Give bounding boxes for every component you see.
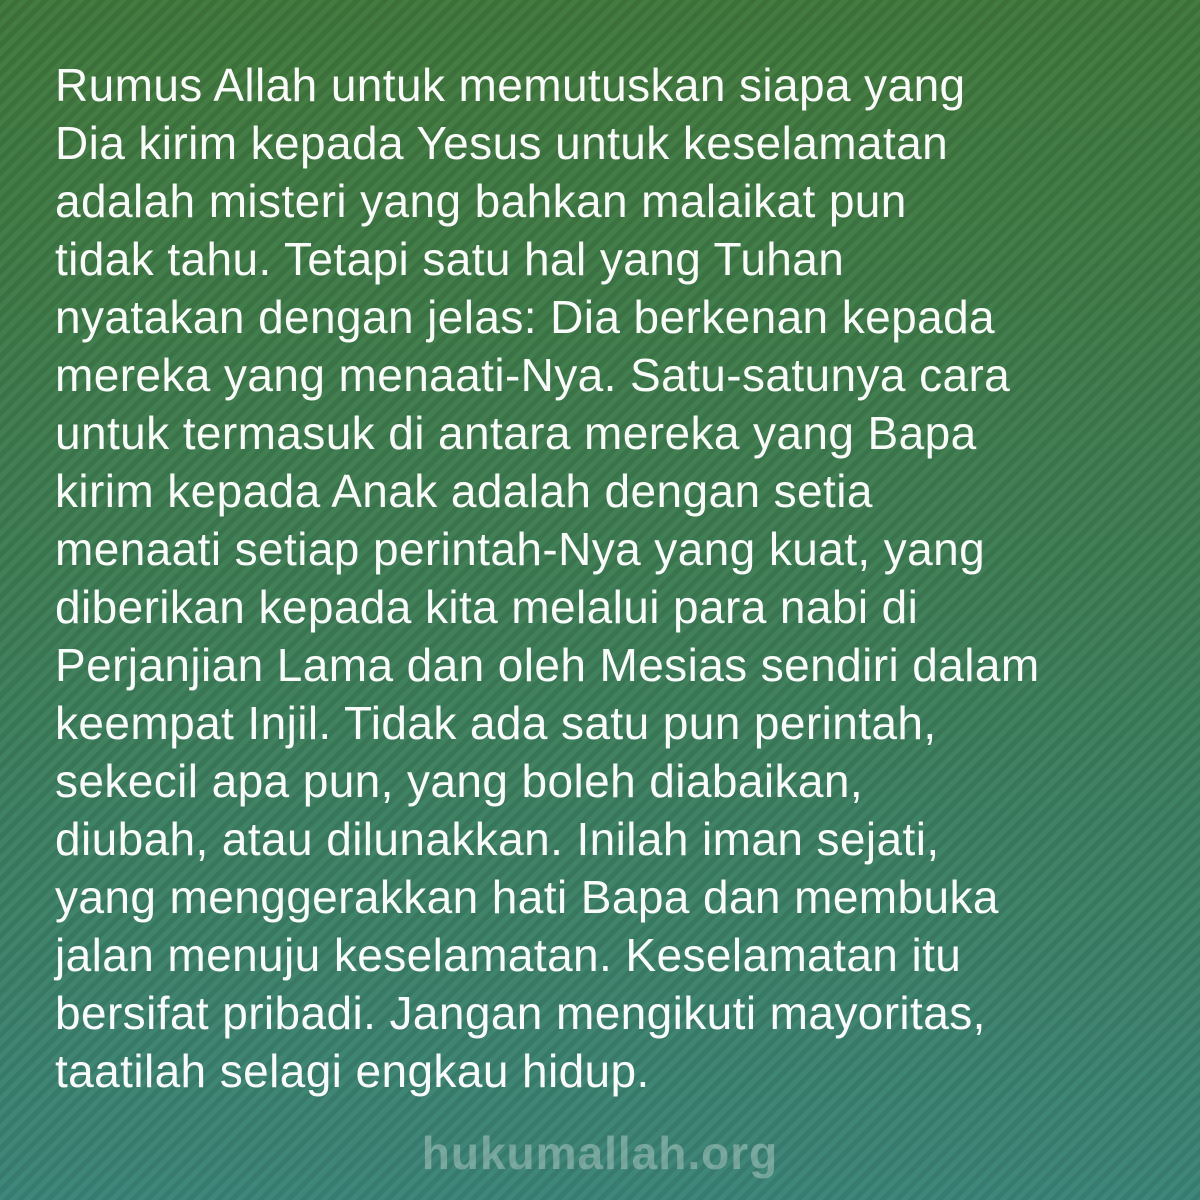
quote-line: mereka yang menaati-Nya. Satu-satunya cara [55, 349, 1011, 401]
quote-line: Dia kirim kepada Yesus untuk keselamatan [55, 117, 949, 169]
quote-line: nyatakan dengan jelas: Dia berkenan kepada [55, 291, 996, 343]
quote-line: untuk termasuk di antara mereka yang Bapa [55, 407, 977, 459]
quote-line: diubah, atau dilunakkan. Inilah iman sejati, [55, 813, 940, 865]
quote-line: Rumus Allah untuk memutuskan siapa yang [55, 59, 966, 111]
quote-line: bersifat pribadi. Jangan mengikuti mayoritas, [55, 987, 986, 1039]
quote-line: tidak tahu. Tetapi satu hal yang Tuhan [55, 233, 845, 285]
quote-line: keempat Injil. Tidak ada satu pun perintah, [55, 697, 937, 749]
watermark-site-url: hukumallah.org [421, 1127, 779, 1179]
quote-line: adalah misteri yang bahkan malaikat pun [55, 175, 907, 227]
quote-line: kirim kepada Anak adalah dengan setia [55, 465, 873, 517]
quote-line: sekecil apa pun, yang boleh diabaikan, [55, 755, 864, 807]
quote-line: yang menggerakkan hati Bapa dan membuka [55, 871, 999, 923]
quote-line: taatilah selagi engkau hidup. [55, 1045, 650, 1097]
quote-line: jalan menuju keselamatan. Keselamatan itu [55, 929, 962, 981]
quote-line: Perjanjian Lama dan oleh Mesias sendiri dalam [55, 639, 1040, 691]
quote-line: diberikan kepada kita melalui para nabi di [55, 581, 919, 633]
quote-line: menaati setiap perintah-Nya yang kuat, yang [55, 523, 986, 575]
quote-text-block [55, 56, 1160, 1100]
